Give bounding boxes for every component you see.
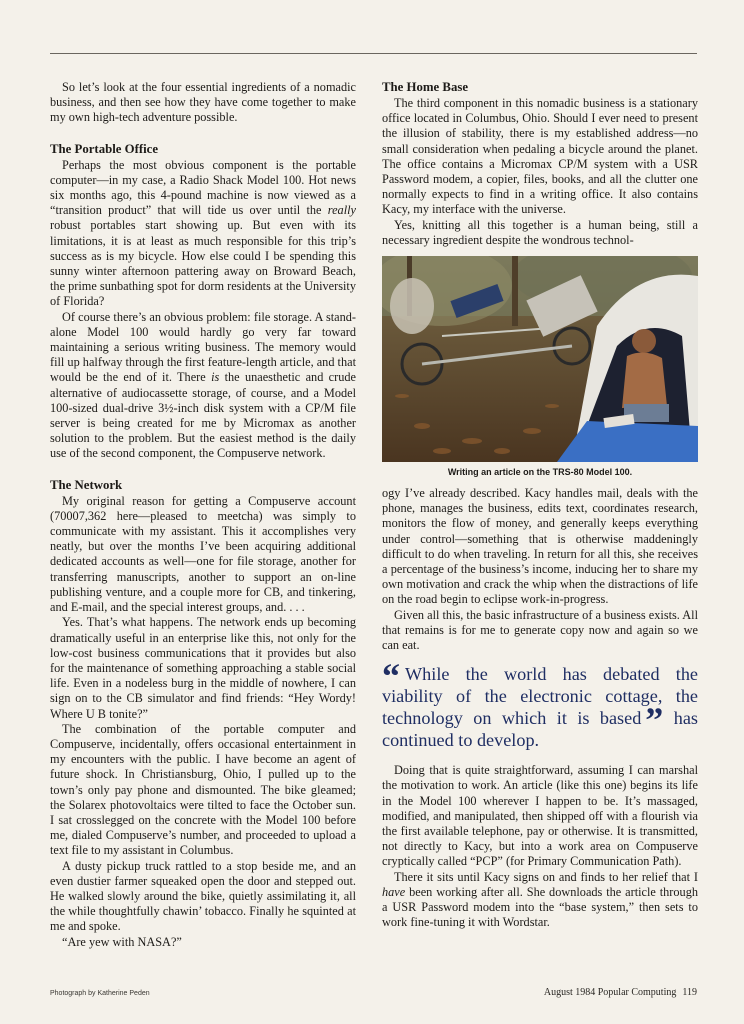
- paragraph: ogy I’ve already described. Kacy handles mail, deals with the phone, manages the business, edits text, coordinates research, monitors the flow of money, and generally keeps everything under control—something that is otherwise maddeningly difficult to do when traveling. In return for all this, she receives a percentage of the business’s income, inducing her to share my own motivation and crack the whip when the distractions of life on the road begin to eclipse work-in-progress.: [382, 486, 698, 607]
- paragraph: My original reason for getting a Compuserve account (70007,362 here—pleased to meetcha) was simply to communicate with my assistant. This it accomplishes very neatly, but over the months I’ve been acquiring additional dedicated accounts as well—one for file storage, another for transferring manuscripts, another to support an on-line publishing venture, and a couple more for CB, and tinkering, and E-mail, and the special interest groups, and. . . .: [50, 493, 356, 615]
- pull-quote: [382, 656, 698, 751]
- paragraph: A dusty pickup truck rattled to a stop beside me, and an even dustier farmer squeaked open the door and stepped out. He walked slowly around the bike, quietly assimilating it, all the while thoughtfully chawin’ tobacco. Finally he squinted at me and spoke.: [50, 858, 356, 934]
- paragraph: The third component in this nomadic business is a stationary office located in Columbus, Ohio. Should I ever need to present the illusion of stability, there is my established address—no small consideration when pedaling a bicycle around the planet. The office contains a Micromax CP/M system with a USR Password modem, a copier, files, books, and all the clutter one normally expects to find in a writing office. It also contains Kacy, my interface with the universe.: [382, 96, 698, 217]
- section-heading-portable-office: The Portable Office: [50, 141, 159, 156]
- page-number: 119: [682, 987, 697, 998]
- photo-illustration: [382, 256, 698, 462]
- paragraph: “Are yew with NASA?”: [62, 934, 182, 949]
- photo-credit: Photograph by Katherine Peden: [50, 990, 150, 997]
- top-rule: [50, 53, 697, 54]
- open-quote-mark: “: [382, 656, 400, 697]
- intro-paragraph: So let’s look at the four essential ingredients of a nomadic business, and then see how they have come together to make my own high-tech adventure possible.: [50, 80, 356, 125]
- pull-quote-text: While the world has debated the viability of the electronic cottage, the technology on which it is based: [382, 664, 698, 729]
- page-footer: [544, 987, 697, 998]
- section-heading-home-base: The Home Base: [382, 80, 469, 94]
- paragraph: Doing that is quite straightforward, assuming I can marshal the motivation to work. An article (like this one) begins its life in the Model 100 wherever I happen to be. It’s massaged, modified, and manipulated, then shipped off with a flourish via the first available telephone, pay or otherwise. It is transmitted, not directly to Kacy, but into a work area on Compuserve cryptically called “PCP” (for Primary Communication Path).: [382, 763, 698, 869]
- right-column: [382, 80, 698, 931]
- paragraph: Given all this, the basic infrastructure of a business exists. All that remains is for me to generate copy now and again so we can eat.: [382, 607, 698, 653]
- publication-name: August 1984 Popular Computing: [543, 987, 677, 998]
- paragraph: Yes, knitting all this together is a human being, still a necessary ingredient despite the wondrous technol-: [382, 217, 698, 247]
- paragraph: Of course there’s an obvious problem: file storage. A stand-alone Model 100 would hardly go very far toward maintaining a serious writing business. The memory would fill up halfway through the first feature-length article, and that would be the end of it. There is the unaesthetic and crude alternative of audiocassette storage, of course, and a Model 100-sized dual-drive 3½-inch disk system with a CP/M file server is being created for me by Micromax as another solution to the problem. But the easiest method is the daily use of the second component, the Compuserve network.: [50, 309, 356, 461]
- photo-caption: Writing an article on the TRS-80 Model 100.: [447, 467, 633, 478]
- photo-author-in-tent: [382, 256, 698, 462]
- left-column: [50, 80, 356, 950]
- section-heading-network: The Network: [50, 477, 123, 492]
- paragraph: Yes. That’s what happens. The network ends up becoming dramatically useful in an enterprise like this, not only for the low-cost business communications that it provides but also for the maintenance of something approaching a stable social life. Even in a nodeless burg in the middle of nowhere, I can sign on to the CB simulator and find friends: “Hey Wordy! Where U B tonite?”: [50, 615, 356, 721]
- paragraph: There it sits until Kacy signs on and finds to her relief that I have been working after all. She downloads the article through a USR Password modem into the “base system,” then sets to work fine-tuning it with Wordstar.: [382, 869, 698, 930]
- close-quote-mark: ”: [645, 700, 664, 741]
- paragraph: Perhaps the most obvious component is the portable computer—in my case, a Radio Shack Model 100. Hot news six months ago, this 4-pound machine is now viewed as a “transition product” that will tide us over until the really robust portables start showing up. But even with its limitations, it is at least as much responsible for this trip’s success as is my bicycle. How else could I be spending this sunny winter afternoon pattering away on Broward Beach, the prime sunbathing spot for dorm residents at the University of Florida?: [50, 157, 356, 309]
- pull-quote-end: has continued to develop.: [382, 708, 698, 751]
- paragraph: The combination of the portable computer and Compuserve, incidentally, offers occasional entertainment in my encounters with the public. I have become an agent of future shock. In Christiansburg, Ohio, I pulled up to the town’s only pay phone and dismounted. The bike gleamed; the Solarex photovoltaics were tilted to face the October sun. I sat crosslegged on the concrete with the Model 100 before me, dialed Compuserve’s number, and proceeded to upload a text file to my assistant in Columbus.: [50, 721, 356, 858]
